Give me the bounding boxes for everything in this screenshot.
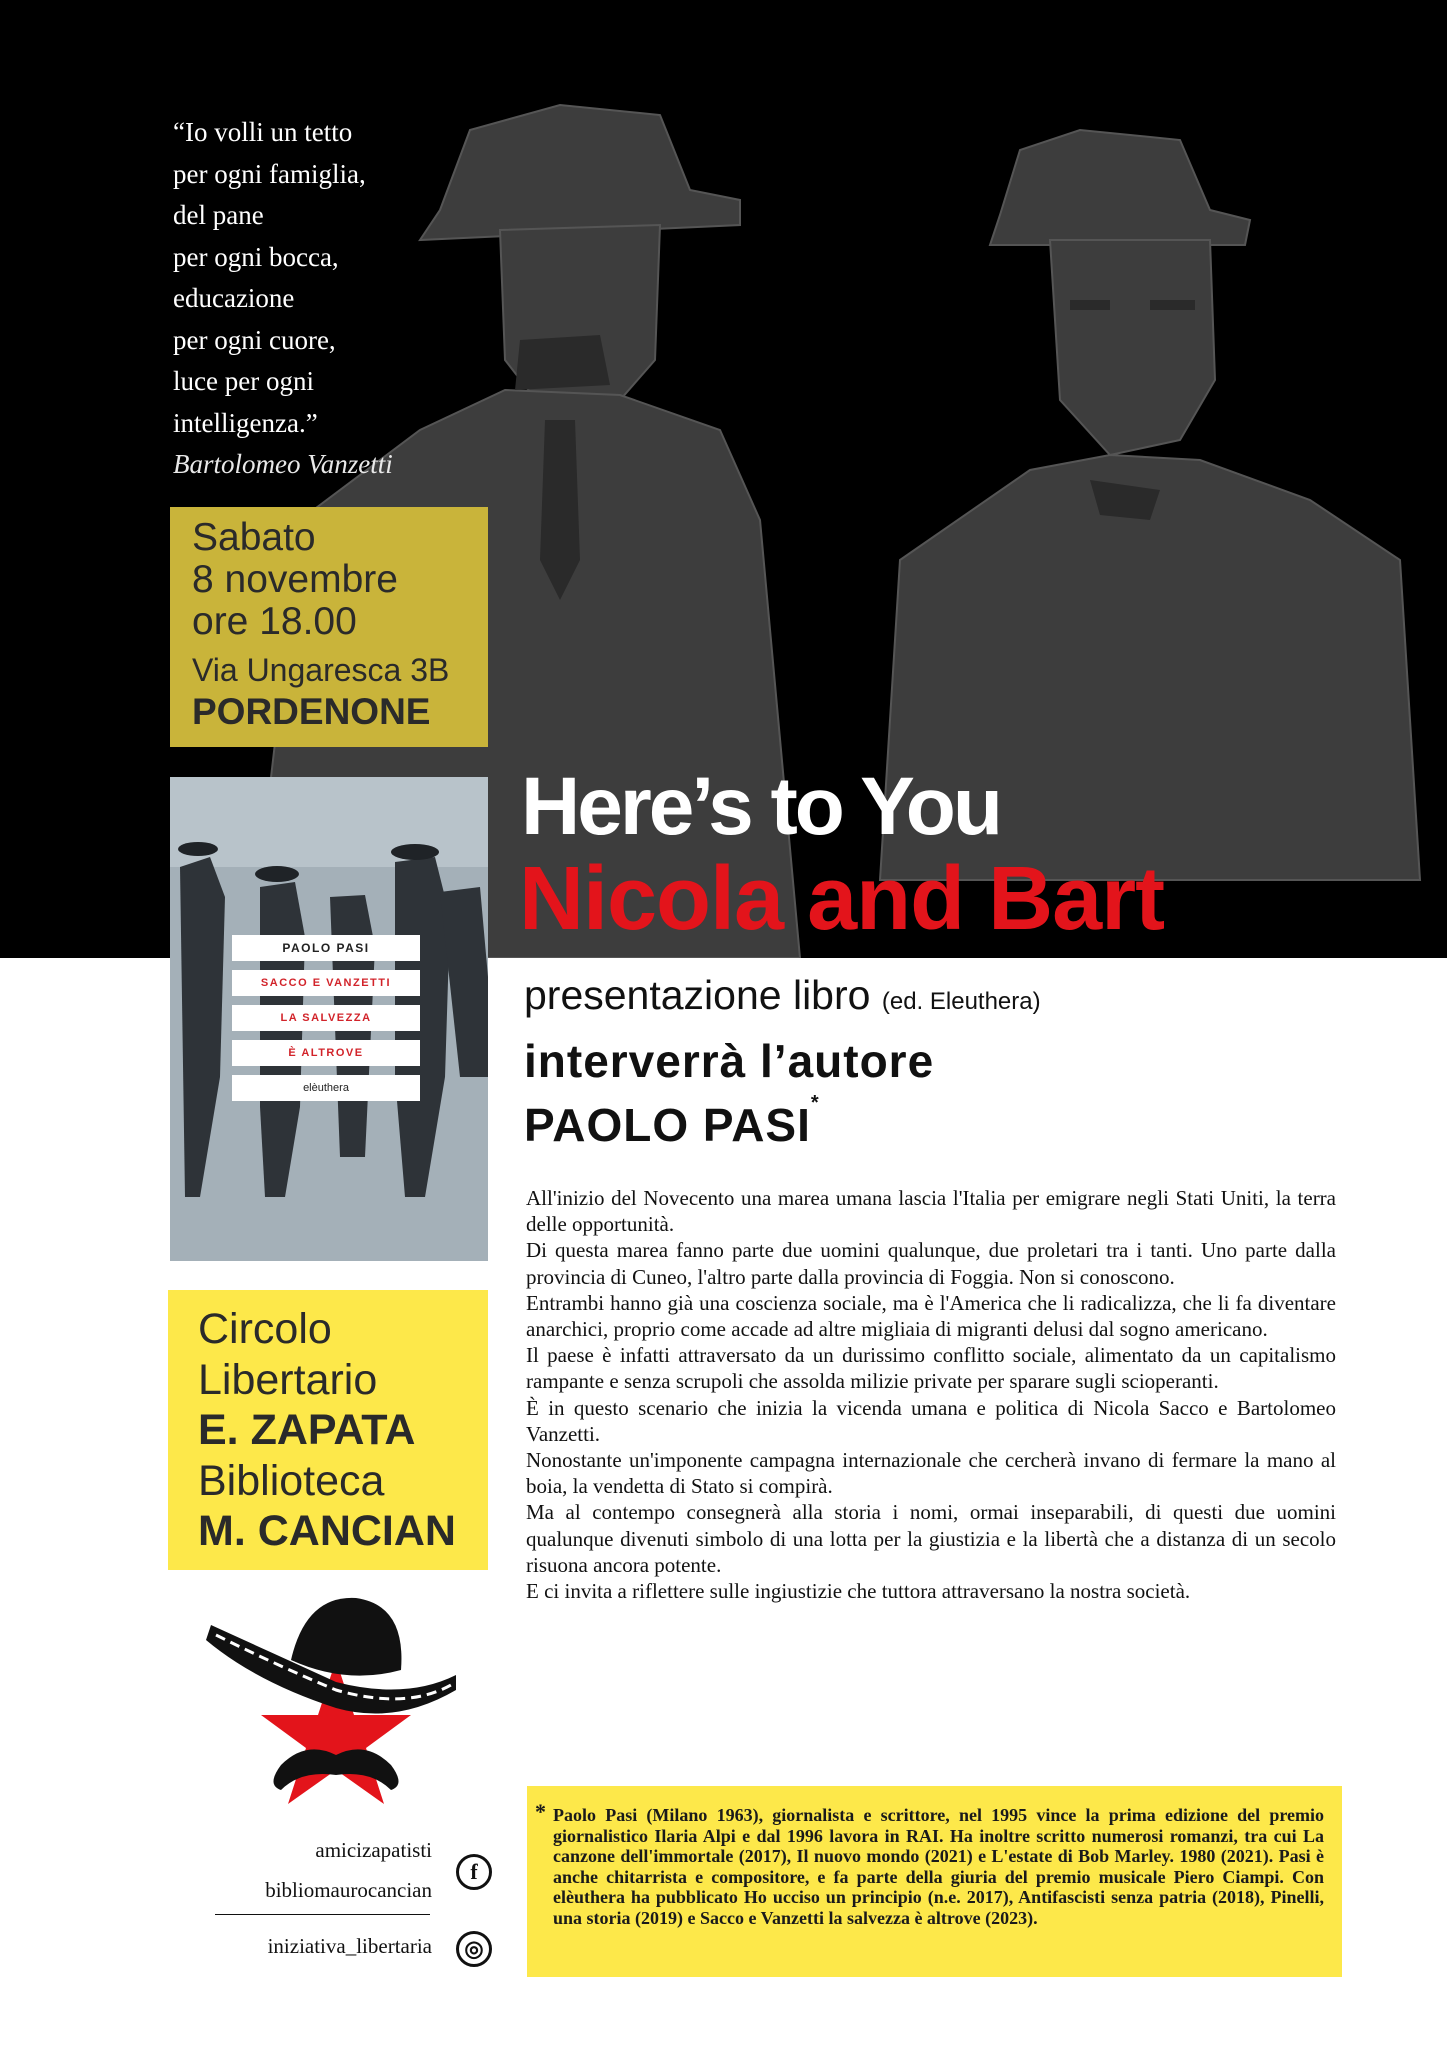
- headline-line-2: Nicola and Bart: [519, 849, 1165, 949]
- zapatista-sombrero-star-logo: [206, 1590, 466, 1820]
- quote-line: intelligenza.”: [173, 407, 318, 438]
- event-day: Sabato: [192, 516, 316, 559]
- organizer-line: Libertario: [198, 1355, 378, 1404]
- quote-line: per ogni famiglia,: [173, 158, 366, 189]
- quote-line: luce per ogni: [173, 366, 314, 396]
- organizer-line: M. CANCIAN: [198, 1507, 456, 1555]
- speaker-footnote-mark: *: [810, 1092, 820, 1114]
- author-bio: Paolo Pasi (Milano 1963), giornalista e scrittore, nel 1995 vince la prima edizione del premio giornalistico Ilaria Alpi e dal 1996 lavora in RAI. Ha inoltre scritto numerosi romanzi, tra cui La canzone dell'immortale (2017), Il nuovo mondo (2021) e L'estate di Bob Marley. 1980 (2021). Pasi è anche chitarrista e compositore, e fa parte della giuria del premio musicale Piero Ciampi. Con elèuthera ha pubblicato Ho ucciso un principio (n.e. 2017), Antifascisti senza patria (2018), Pinelli, una storia (2019) e Sacco e Vanzetti la salvezza è altrove (2023).: [553, 1805, 1324, 1928]
- organizer-line: E. ZAPATA: [198, 1406, 416, 1454]
- description-paragraph: Di questa marea fanno parte due uomini qualunque, due proletari tra i tanti. Uno parte dalla provincia di Cuneo, l'altro parte dalla provincia di Foggia. Non si conoscono.: [526, 1238, 1336, 1289]
- description-paragraph: È in questo scenario che inizia la vicenda umana e politica di Nicola Sacco e Bartolomeo Vanzetti.: [526, 1395, 1336, 1446]
- description-paragraph: Entrambi hanno già una coscienza sociale, ma è l'America che li radicalizza, che li fa diventare anarchici, proprio come accade ad altre migliaia di migranti delusi dal sogno americano.: [526, 1290, 1336, 1342]
- organizer-line: Biblioteca: [198, 1456, 385, 1505]
- speaker: [524, 1092, 820, 1152]
- social-divider: [215, 1914, 430, 1915]
- book-title-2: LA SALVEZZA: [232, 1005, 420, 1031]
- facebook-handle-2[interactable]: bibliomaurocancian: [265, 1878, 432, 1902]
- quote-line: per ogni cuore,: [173, 324, 336, 355]
- description-paragraph: Il paese è infatti attraversato da un durissimo conflitto sociale, alimentato da un capitalismo rampante e senza scrupoli che assolda milizie private per sparare sugli scioperanti.: [526, 1343, 1336, 1394]
- description-paragraph: E ci invita a riflettere sulle ingiustizie che tuttora attraversano la nostra società.: [526, 1579, 1191, 1604]
- description-paragraph: Nonostante un'imponente campagna internazionale che cercherà invano di fermare la mano al boia, la vendetta di Stato si compirà.: [526, 1448, 1336, 1499]
- book-title-1: SACCO E VANZETTI: [232, 970, 420, 996]
- instagram-row[interactable]: [170, 1928, 492, 1974]
- organizer-line: Circolo: [198, 1305, 332, 1353]
- quote-author: Bartolomeo Vanzetti: [173, 449, 393, 479]
- book-description: [526, 1185, 1336, 1604]
- speaker-intro: interverrà l’autore: [524, 1035, 935, 1087]
- speaker-name: PAOLO PASI: [524, 1099, 811, 1151]
- facebook-handle-1[interactable]: amicizapatisti: [315, 1838, 432, 1862]
- event-city: PORDENONE: [192, 691, 431, 732]
- presentation-label: [524, 972, 1041, 1019]
- book-title-labels: [232, 935, 420, 1110]
- instagram-icon[interactable]: ◎: [456, 1931, 492, 1967]
- presentation-edition: (ed. Eleuthera): [881, 988, 1041, 1015]
- author-bio-box: [527, 1786, 1342, 1977]
- book-title-3: È ALTROVE: [232, 1040, 420, 1066]
- quote-line: educazione: [173, 283, 295, 313]
- quote-line: per ogni bocca,: [173, 241, 339, 272]
- event-date: 8 novembre: [192, 558, 398, 601]
- vanzetti-quote: [173, 112, 473, 486]
- presentation-text: presentazione libro: [524, 972, 871, 1018]
- organizer-box: [168, 1290, 488, 1570]
- bio-footnote-mark: *: [535, 1799, 546, 1824]
- event-info-box: [170, 507, 488, 747]
- book-cover: [170, 777, 488, 1261]
- headline-line-1: Here’s to You: [521, 761, 1000, 852]
- event-address: Via Ungaresca 3B: [192, 652, 450, 688]
- event-time: ore 18.00: [192, 600, 357, 643]
- description-paragraph: Ma al contempo consegnerà alla storia i nomi, ormai inseparabili, di questi due uomini qualunque divenuti simbolo di una lotta per la giustizia e la libertà che a distanza di un secolo risuona ancora potente.: [526, 1500, 1336, 1577]
- facebook-row-2[interactable]: [170, 1872, 492, 1918]
- facebook-icon[interactable]: f: [456, 1854, 492, 1890]
- book-author: PAOLO PASI: [232, 935, 420, 961]
- description-paragraph: All'inizio del Novecento una marea umana lascia l'Italia per emigrare negli Stati Uniti, la terra delle opportunità.: [526, 1186, 1336, 1237]
- quote-line: del pane: [173, 200, 264, 230]
- instagram-handle[interactable]: iniziativa_libertaria: [267, 1934, 432, 1958]
- quote-line: “Io volli un tetto: [173, 117, 353, 147]
- book-publisher: elèuthera: [232, 1075, 420, 1101]
